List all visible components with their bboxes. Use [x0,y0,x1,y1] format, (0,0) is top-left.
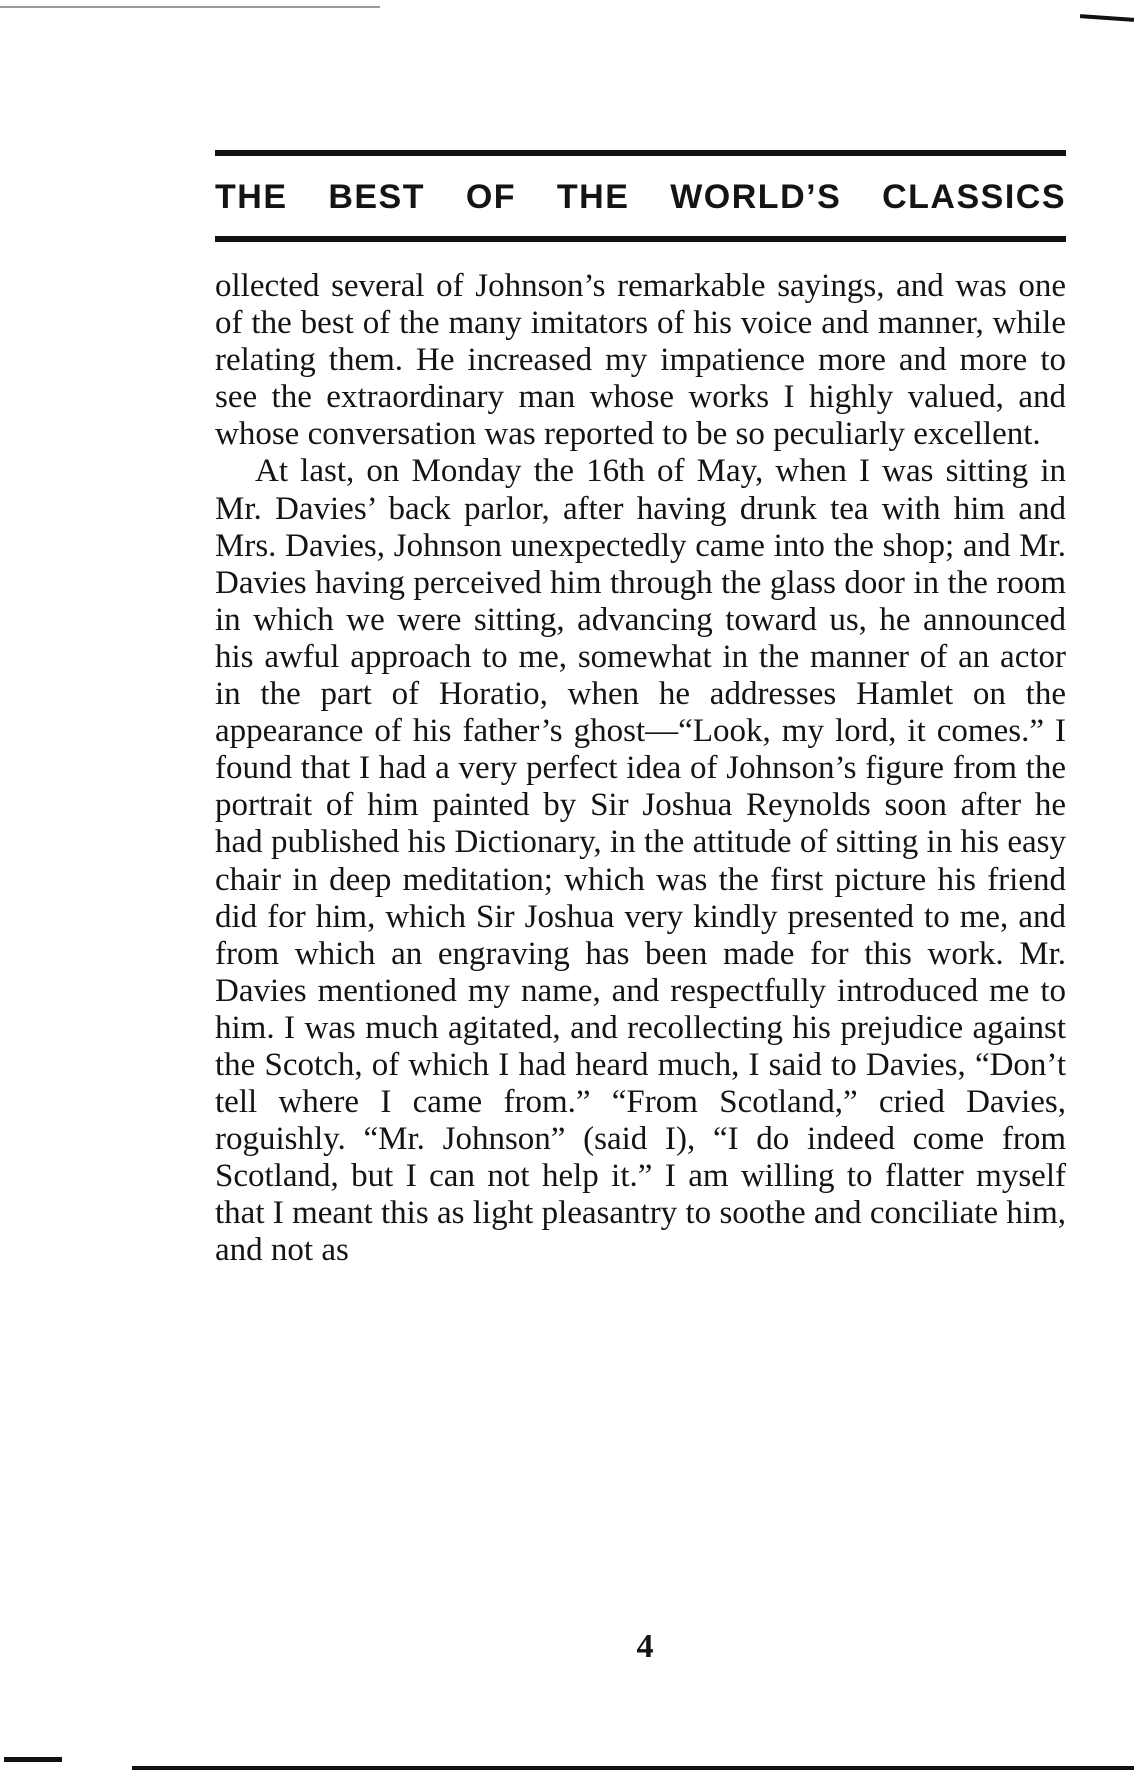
running-head: THE BEST OF THE WORLD’S CLASSICS [215,178,1066,216]
scan-edge-line-top [0,6,380,8]
paragraph-continued: ollected several of Johnson’s remarkable sayings, and was one of the best of the many imitators of his voice and manner, while relating them. He increased my impatience more and more to see the extraordinary man whose works I highly valued, and whose conversation was reported to be so peculiarly excellent. [215,268,1066,453]
scan-edge-line-bottom [132,1766,1134,1770]
scan-edge-mark-right [1080,14,1134,22]
body-text [215,268,1066,1270]
scan-edge-mark-left [4,1757,62,1762]
header-rule-top [215,150,1066,156]
page-number: 4 [636,1628,654,1665]
header-rule-bottom [215,236,1066,242]
paragraph-johnson-meeting: At last, on Monday the 16th of May, when I was sitting in Mr. Davies’ back parlor, after having drunk tea with him and Mrs. Davies, Johnson unexpectedly came into the shop; and Mr. Davies having perceived him through the glass door in the room in which we were sitting, advancing toward us, he announced his awful approach to me, somewhat in the manner of an actor in the part of Horatio, when he addresses Hamlet on the appearance of his father’s ghost—“Look, my lord, it comes.” I found that I had a very perfect idea of Johnson’s figure from the portrait of him painted by Sir Joshua Reynolds soon after he had published his Dictionary, in the attitude of sitting in his easy chair in deep meditation; which was the first picture his friend did for him, which Sir Joshua very kindly presented to me, and from which an engraving has been made for this work. Mr. Davies mentioned my name, and respectfully introduced me to him. I was much agitated, and recollecting his prejudice against the Scotch, of which I had heard much, I said to Davies, “Don’t tell where I came from.” “From Scotland,” cried Davies, roguishly. “Mr. Johnson” (said I), “I do indeed come from Scotland, but I can not help it.” I am willing to flatter myself that I meant this as light pleasantry to soothe and conciliate him, and not as [215,453,1066,1269]
